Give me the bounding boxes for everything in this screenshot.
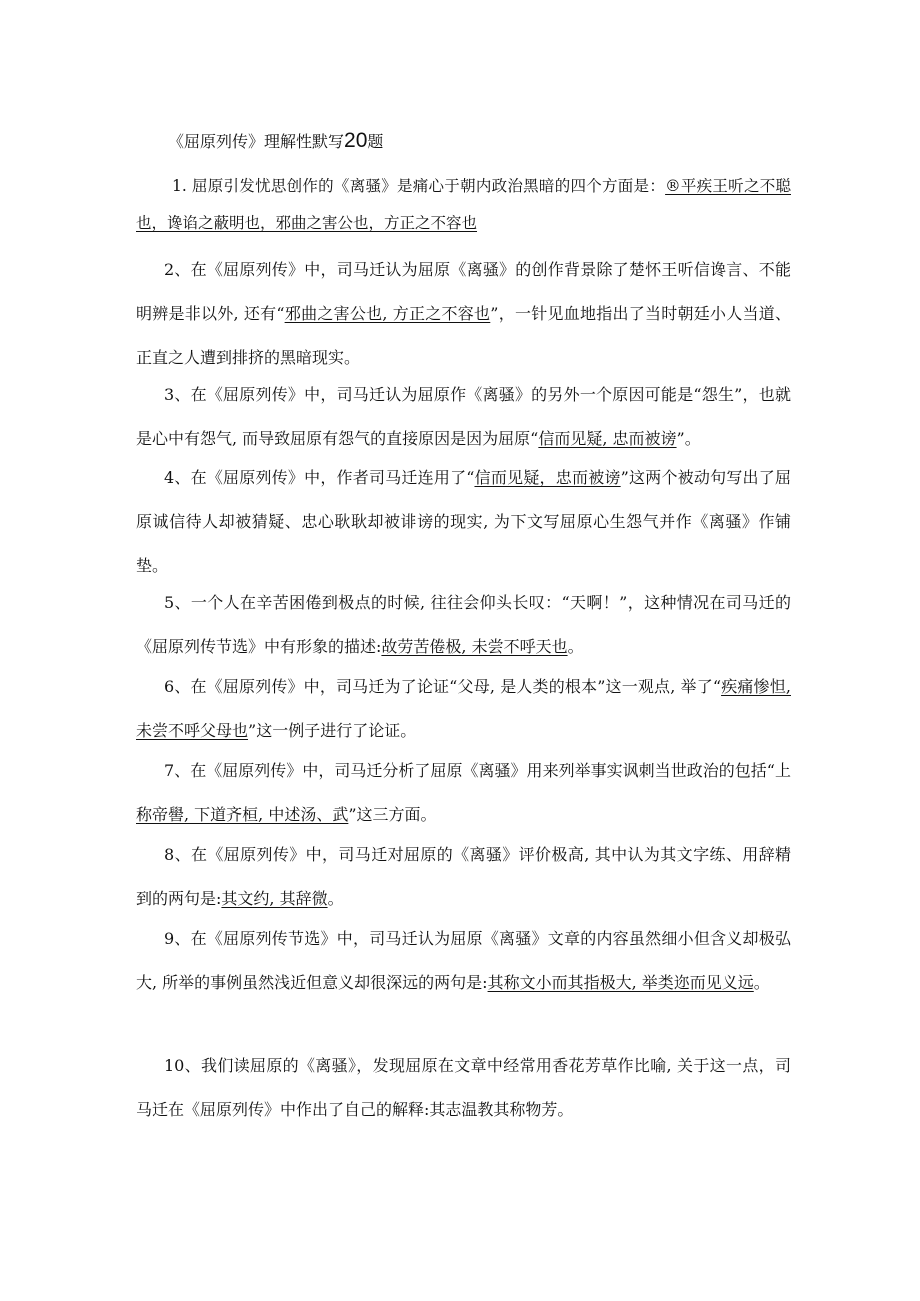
- question-text-end: ”。: [676, 429, 701, 448]
- question-text-end: 。: [567, 637, 584, 656]
- question-text-end: 。: [327, 889, 344, 908]
- page-title: [168, 128, 383, 155]
- answer-underlined: 邪曲之害公也, 方正之不容也: [284, 304, 491, 323]
- answer-underlined: 其称文小而其指极大, 举类迩而见义远: [487, 973, 754, 992]
- answer-underlined: 称帝嚳, 下道齐桓, 中述汤、武: [136, 805, 349, 824]
- question-text: 2、在《屈原列传》中，司马迁认为屈原《离骚》的创作背景除了楚怀王听信谗言、不能明辨是非以外, 还有“: [136, 260, 791, 323]
- question-4: [136, 456, 791, 588]
- answer-underlined: 信而见疑，忠而被谤: [474, 468, 621, 487]
- title-number: 20: [344, 129, 368, 152]
- question-text: 7、在《屈原列传》中，司马迁分析了屈原《离骚》用来列举事实讽刺当世政治的包括“上: [164, 761, 791, 780]
- question-text-end: ”这两个被动句写出了屈原诚信待人却被猜疑、忠心耿耿却被诽谤的现实, 为下文写屈原心生怨气并作《离骚》作铺垫。: [136, 468, 791, 575]
- question-text: 10、我们读屈原的《离骚》，发现屈原在文章中经常用香花芳草作比喻, 关于这一点，司马迁在《屈原列传》中作出了自己的解释:其志温教其称物芳。: [136, 1056, 791, 1119]
- question-text-end: ”这三方面。: [348, 805, 437, 824]
- question-text: 3、在《屈原列传》中，司马迁认为屈原作《离骚》的另外一个原因可能是“怨生”，也就是心中有怨气, 而导致屈原有怨气的直接原因是因为屈原“: [136, 385, 791, 448]
- question-9: [136, 917, 791, 1005]
- question-text: 9、在《屈原列传节选》中，司马迁认为屈原《离骚》文章的内容虽然细小但含义却极弘大, 所举的事例虽然浅近但意义却很深远的两句是:: [136, 929, 791, 992]
- question-text: 4、在《屈原列传》中，作者司马迁连用了“: [164, 468, 475, 487]
- question-10: [136, 1044, 791, 1132]
- question-3: [136, 373, 791, 461]
- question-8: [136, 833, 791, 921]
- answer-underlined: 疾痛惨怛, 未尝不呼父母也: [136, 677, 791, 740]
- question-7: [136, 749, 791, 837]
- question-text-end: 。: [753, 973, 770, 992]
- title-suffix: 题: [367, 132, 384, 151]
- question-6: [136, 665, 791, 753]
- title-text: 《屈原列传》理解性默写: [168, 132, 345, 151]
- answer-underlined: ®平疾王听之不聪也，谗谄之蔽明也，邪曲之害公也，方正之不容也: [136, 177, 791, 232]
- question-text: 5、一个人在辛苦困倦到极点的时候, 往往会仰头长叹：“天啊！”，这种情况在司马迁的《屈原列传节选》中有形象的描述:: [136, 593, 791, 656]
- question-2: [136, 248, 791, 380]
- answer-underlined: 信而见疑, 忠而被谤: [538, 429, 677, 448]
- question-text: 8、在《屈原列传》中，司马迁对屈原的《离骚》评价极高, 其中认为其文字练、用辞精到的两句是:: [136, 845, 791, 908]
- question-text: 6、在《屈原列传》中，司马迁为了论证“父母, 是人类的根本”这一观点, 举了“: [164, 677, 722, 696]
- answer-underlined: 其文约, 其辞微: [221, 889, 328, 908]
- question-text-end: ”这一例子进行了论证。: [248, 721, 417, 740]
- question-1: [136, 168, 791, 242]
- answer-underlined: 故劳苦倦极, 未尝不呼天也: [381, 637, 568, 656]
- question-5: [136, 581, 791, 669]
- question-text: 1. 屈原引发忧思创作的《离骚》是痛心于朝内政治黑暗的四个方面是：: [172, 177, 666, 195]
- question-text-end: ”，一针见血地指出了当时朝廷小人当道、正直之人遭到排挤的黑暗现实。: [136, 304, 791, 367]
